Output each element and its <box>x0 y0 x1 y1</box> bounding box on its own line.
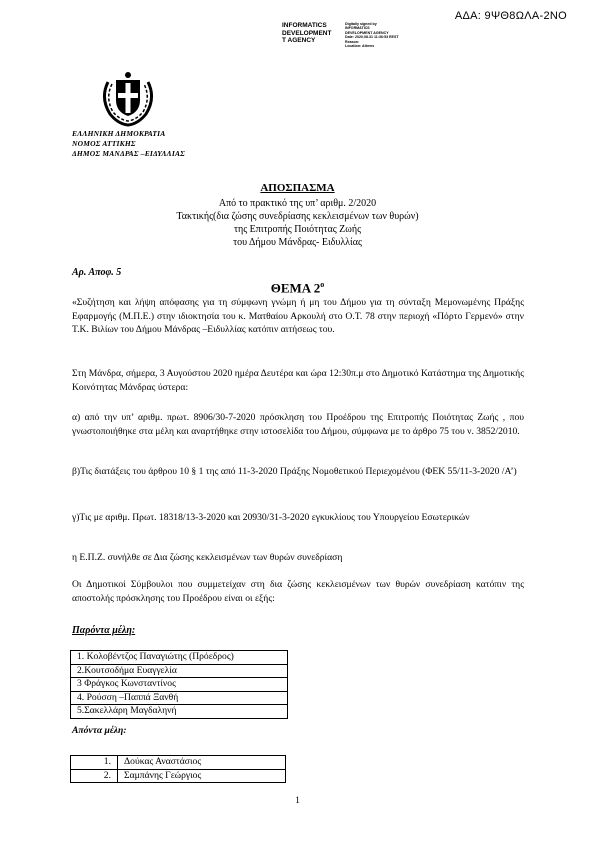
signature-detail: INFORMATICS <box>345 26 370 31</box>
subtitle-block <box>0 197 595 249</box>
member-name: 3 Φράγκος Κωνσταντίνος <box>71 678 288 692</box>
meeting-paragraph: Στη Μάνδρα, σήμερα, 3 Αυγούστου 2020 ημέρα Δευτέρα και ώρα 12:30π.μ στο Δημοτικό Κατάστημα της Δημοτικής Κοινότητας Μάνδρας ύστερα: <box>72 368 524 393</box>
issuer-line: ΔΗΜΟΣ ΜΑΝΔΡΑΣ –ΕΙΔΥΛΛΙΑΣ <box>72 149 186 158</box>
subject-paragraph: «Συζήτηση και λήψη απόφασης για τη σύμφωνη γνώμη ή μη του Δήμου για τη σύνταξη Μεμονωμένης Πράξης Εφαρμογής (Μ.Π.Ε.) στην ιδιοκτησία του κ. Ματθαίου Αρκουλή στο Ο.Τ. 78 στην περιοχή «Πόρτο Γερμενό» στην Τ.Κ. Βιλίων του Δήμου Μάνδρας –Ειδυλλίας κατόπιν αιτήσεως του. <box>72 297 524 336</box>
document-title: ΑΠΟΣΠΑΣΜΑ <box>260 182 335 194</box>
legal-provisions-paragraph: β)Τις διατάξεις του άρθρου 10 § 1 της από 11-3-2020 Πράξης Νομοθετικού Περιεχομένου (ΦΕΚ 55/11-3-2020 /Α’) <box>72 466 517 477</box>
subtitle-line: Τακτικής(δια ζώσης συνεδρίασης κεκλεισμένων των θυρών) <box>176 211 419 222</box>
theme-heading <box>0 280 595 296</box>
member-name: 2.Κουτσοδήμα Ευαγγελία <box>71 664 288 678</box>
theme-sup: ο <box>320 280 325 289</box>
issuer-line: ΕΛΛΗΝΙΚΗ ΔΗΜΟΚΡΑΤΙΑ <box>72 129 166 138</box>
table-row <box>71 705 288 719</box>
session-paragraph: η Ε.Π.Ζ. συνήλθε σε Δια ζώσης κεκλεισμένων των θυρών συνεδρίαση <box>72 552 343 563</box>
subtitle-line: του Δήμου Μάνδρας- Ειδυλλίας <box>233 237 362 248</box>
signature-detail: Date: 2020.08.31 11:36:53 EEST <box>345 35 399 40</box>
signature-detail: Location: Athens <box>345 44 375 49</box>
table-row <box>71 756 286 770</box>
page-number: 1 <box>295 795 300 806</box>
digital-signature-details <box>345 22 399 48</box>
greek-emblem-icon <box>98 68 158 128</box>
table-row <box>71 691 288 705</box>
present-members-table <box>70 650 288 719</box>
subtitle-line: της Επιτροπής Ποιότητας Ζωής <box>233 224 362 235</box>
subtitle-line: Από το πρακτικό της υπ’ αριθμ. 2/2020 <box>218 198 377 209</box>
agency-line: DEVELOPMENT <box>282 29 332 37</box>
absent-members-label: Απόντα μέλη: <box>72 725 127 736</box>
agency-line: T AGENCY <box>282 37 316 44</box>
table-row <box>71 664 288 678</box>
issuer-line: ΝΟΜΟΣ ΑΤΤΙΚΗΣ <box>72 139 136 148</box>
member-number: 2. <box>71 769 118 783</box>
issuer-header <box>72 129 185 159</box>
invitation-paragraph: α) από την υπ’ αριθμ. πρωτ. 8906/30-7-2020 πρόσκληση του Προέδρου της Επιτροπής Ποιότητας Ζωής , που γνωστοποιήθηκε στα μέλη και αναρτήθηκε στην ιστοσελίδα του Δήμου, σύμφωνα με το άρθρο 75 του ν. 3852/2010. <box>72 412 524 437</box>
member-name: Σαμπάνης Γεώργιος <box>118 769 286 783</box>
table-row <box>71 651 288 665</box>
theme-text: ΘΕΜΑ 2 <box>270 280 321 296</box>
signature-detail: Reason: <box>345 39 360 44</box>
decision-number: Αρ. Αποφ. 5 <box>72 267 122 278</box>
circulars-paragraph: γ)Τις με αριθμ. Πρωτ. 18318/13-3-2020 και 20930/31-3-2020 εγκυκλίους του Υπουργείου Εσωτερικών <box>72 512 470 523</box>
participants-paragraph: Οι Δημοτικοί Σύμβουλοι που συμμετείχαν στη δια ζώσης κεκλεισμένων των θυρών συνεδρίαση κατόπιν της αποστολής πρόσκλησης του Προέδρου είναι οι εξής: <box>72 579 524 604</box>
ada-code: ΑΔΑ: 9ΨΘ8ΩΛΑ-2ΝΟ <box>454 10 567 22</box>
agency-line: INFORMATICS <box>282 22 327 29</box>
table-row <box>71 769 286 783</box>
member-name: 1. Κολοβέντζος Παναγιώτης (Πρόεδρος) <box>71 651 288 665</box>
member-name: Δούκας Αναστάσιος <box>118 756 286 770</box>
present-members-label: Παρόντα μέλη: <box>72 625 136 636</box>
signature-detail: DEVELOPMENT AGENCY <box>345 30 389 35</box>
signature-detail: Digitally signed by <box>345 22 377 26</box>
member-name: 5.Σακελλάρη Μαγδαληνή <box>71 705 288 719</box>
absent-members-table <box>70 755 286 783</box>
table-row <box>71 678 288 692</box>
member-number: 1. <box>71 756 118 770</box>
agency-signature-block <box>282 22 331 45</box>
member-name: 4. Ρούσση –Παππά Ξανθή <box>71 691 288 705</box>
